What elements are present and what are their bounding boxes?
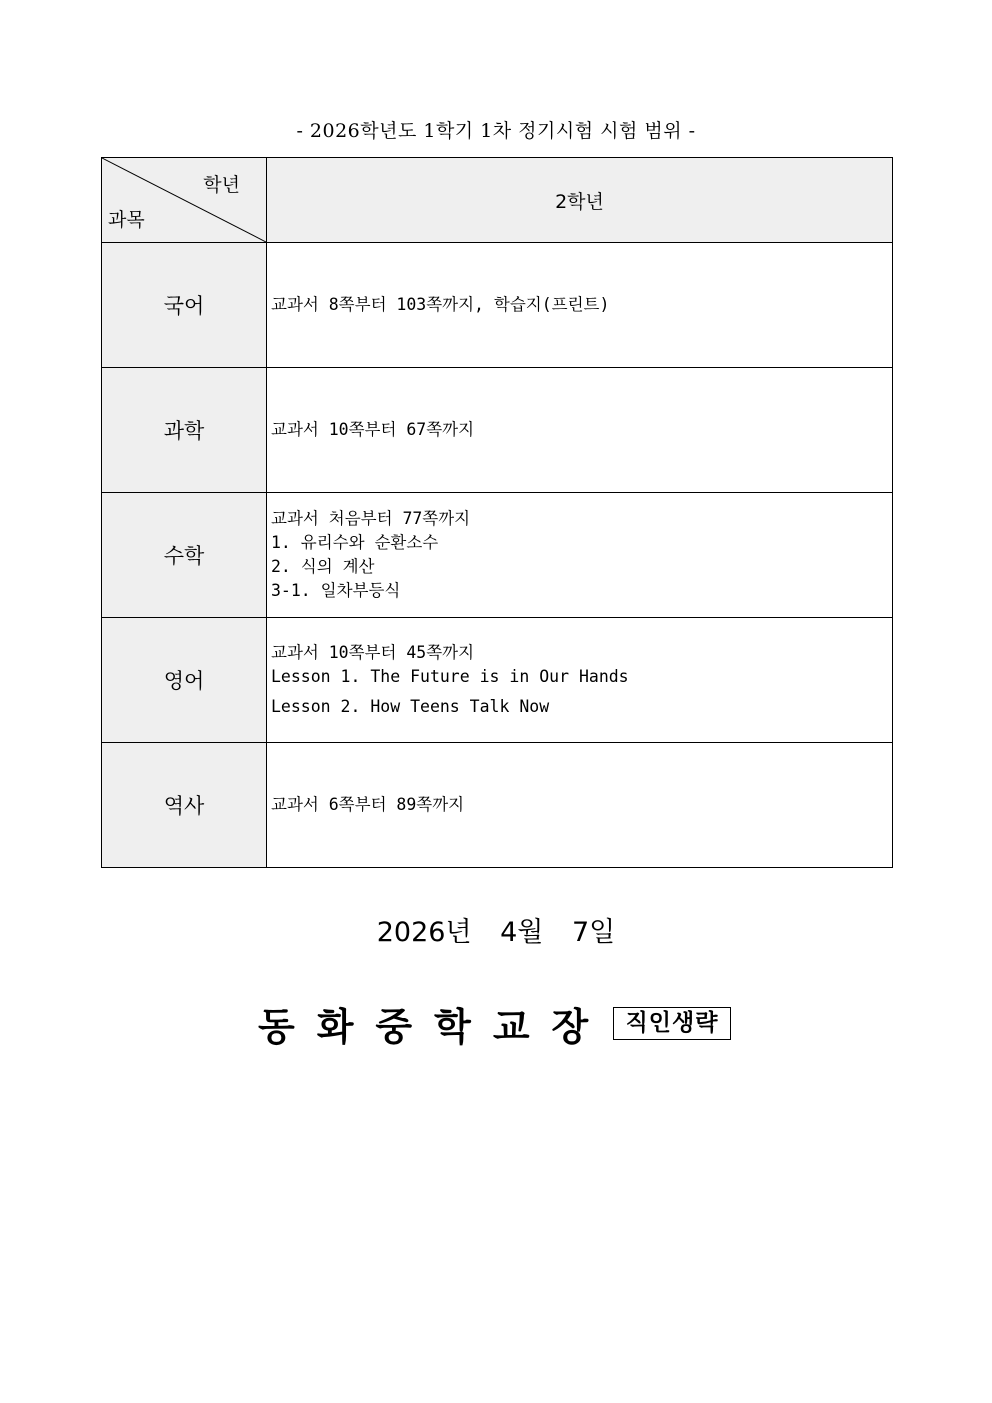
range-science [267, 368, 893, 493]
subject-korean: 국어 [102, 243, 267, 368]
table-row [102, 618, 893, 743]
grade-header: 2학년 [267, 158, 893, 243]
table-row [102, 243, 893, 368]
range-line: Lesson 2. How Teens Talk Now [271, 697, 550, 716]
range-line: 교과서 처음부터 77쪽까지 [271, 509, 471, 528]
corner-grade-label: 학년 [203, 174, 240, 196]
subject-science: 과학 [102, 368, 267, 493]
corner-header-cell [102, 158, 267, 243]
subject-english: 영어 [102, 618, 267, 743]
table-row [102, 493, 893, 618]
range-history [267, 743, 893, 868]
subject-math: 수학 [102, 493, 267, 618]
range-line: 1. 유리수와 순환소수 [271, 533, 439, 552]
range-english [267, 618, 893, 743]
seal-omitted-stamp: 직인생략 [613, 1007, 731, 1040]
subject-history: 역사 [102, 743, 267, 868]
range-korean [267, 243, 893, 368]
range-line: Lesson 1. The Future is in Our Hands [271, 667, 629, 686]
table-header-row [102, 158, 893, 243]
principal-name: 동화중학교장 [258, 1005, 611, 1049]
corner-subject-label: 과목 [108, 209, 145, 231]
exam-scope-table [101, 157, 893, 868]
document-title: - 2026학년도 1학기 1차 정기시험 시험 범위 - [296, 120, 696, 142]
range-line: 2. 식의 계산 [271, 557, 375, 576]
table-row [102, 368, 893, 493]
range-line: 교과서 6쪽부터 89쪽까지 [271, 795, 465, 814]
table-row [102, 743, 893, 868]
issue-date: 2026년 4월 7일 [376, 917, 616, 948]
range-line: 교과서 10쪽부터 67쪽까지 [271, 420, 475, 439]
range-line: 3-1. 일차부등식 [271, 581, 401, 600]
range-math [267, 493, 893, 618]
range-line: 교과서 10쪽부터 45쪽까지 [271, 643, 475, 662]
range-line: 교과서 8쪽부터 103쪽까지, 학습지(프린트) [271, 295, 610, 314]
